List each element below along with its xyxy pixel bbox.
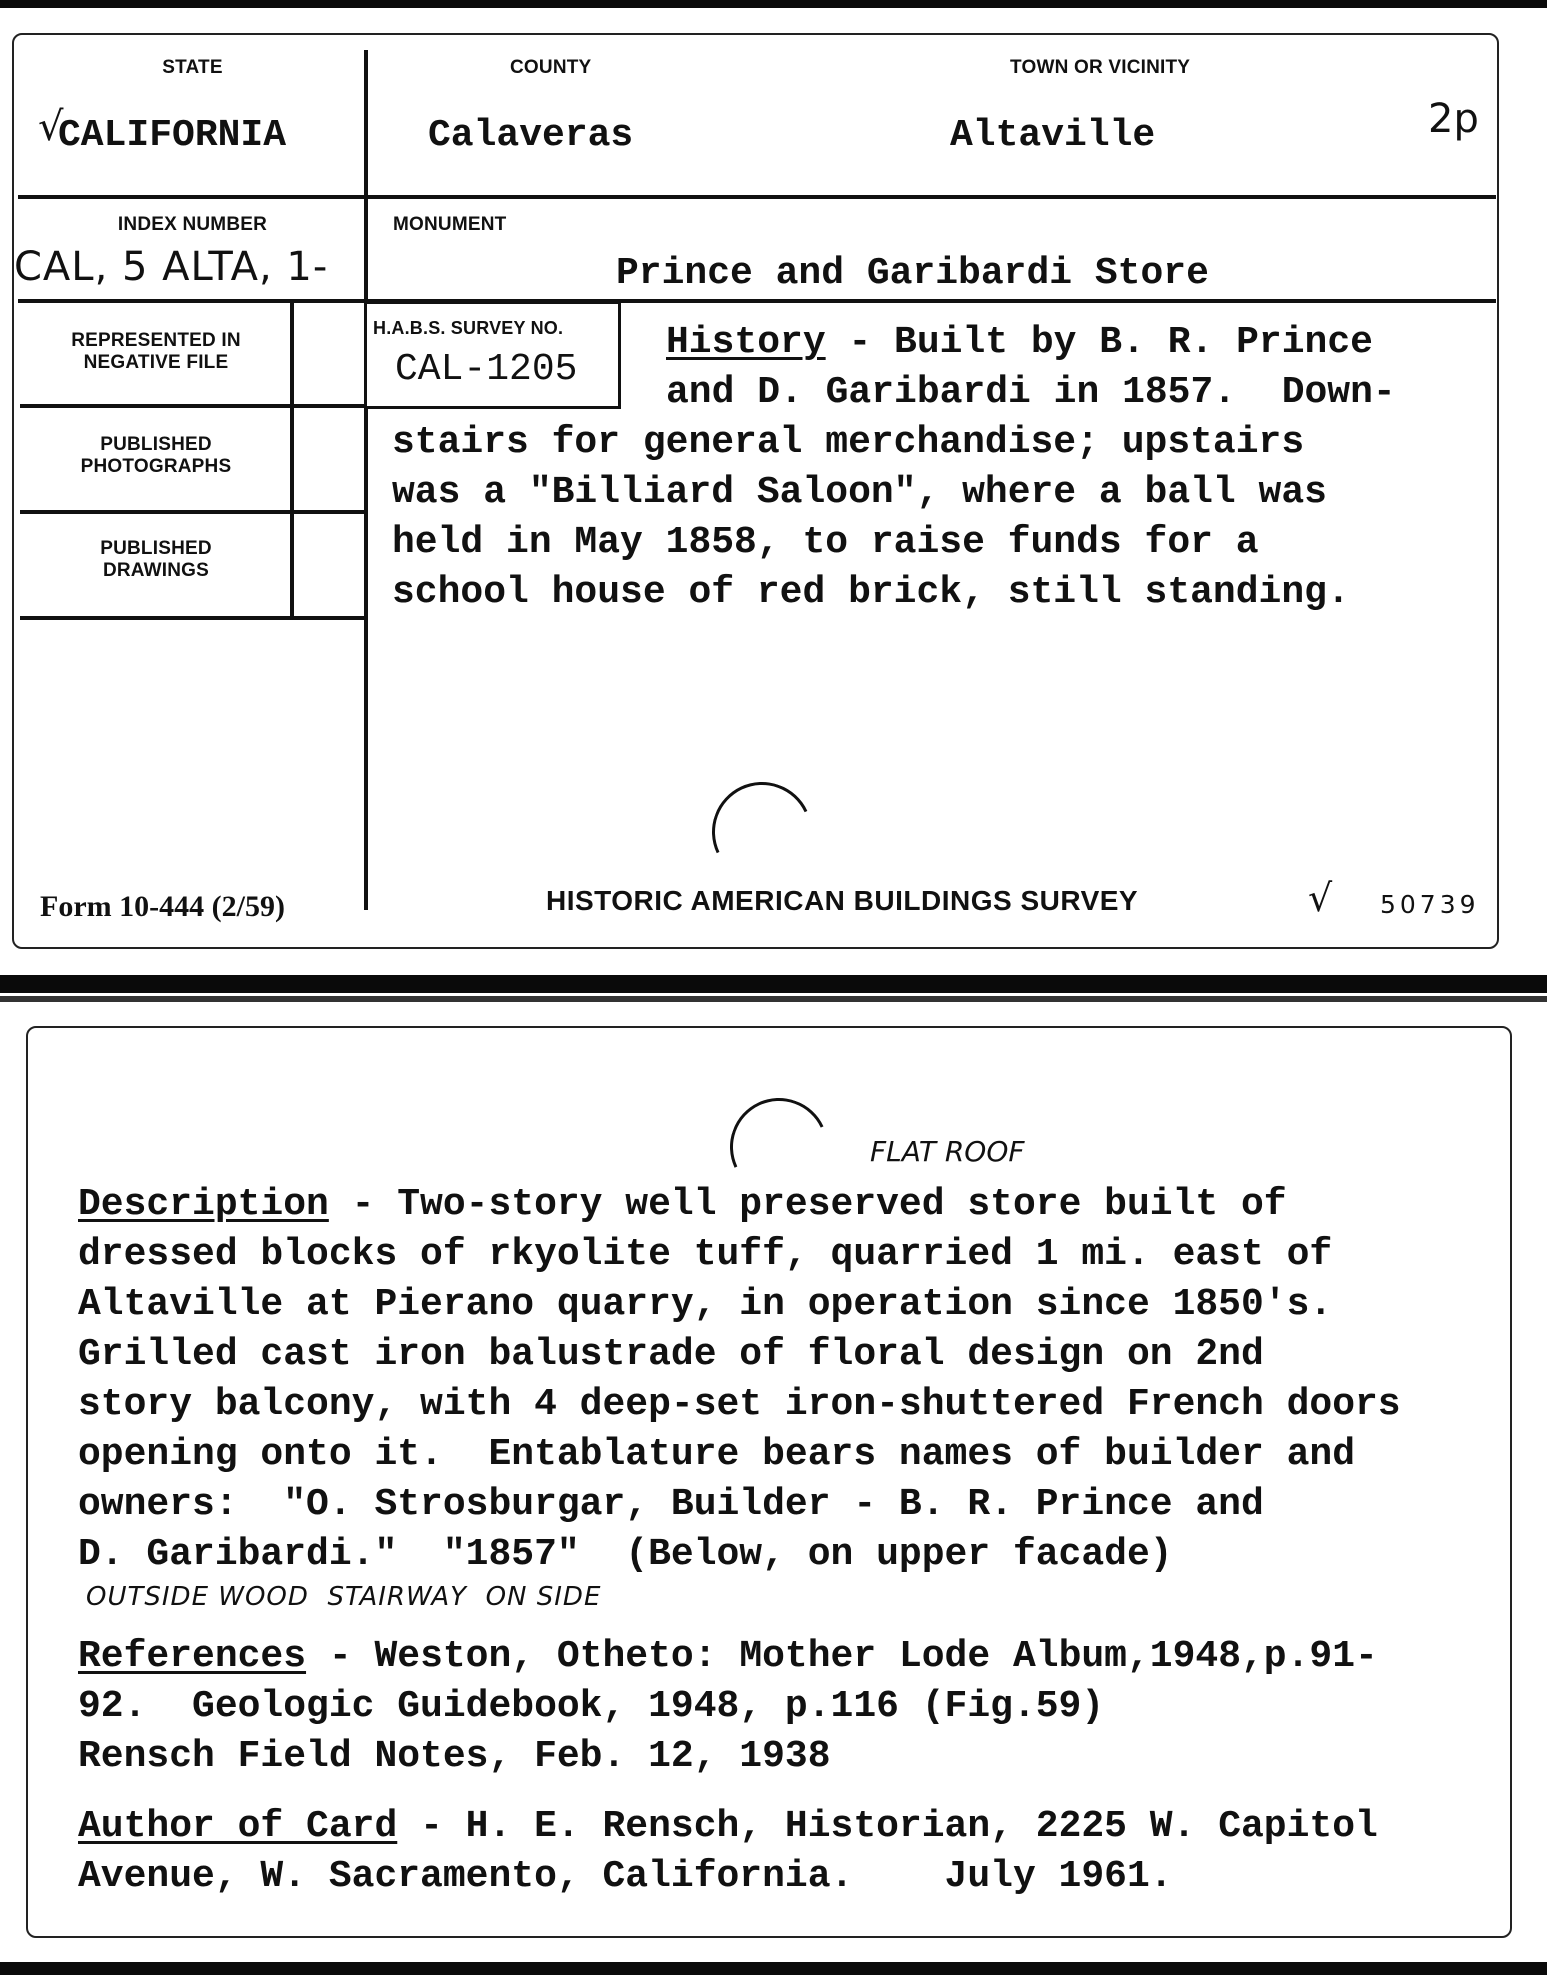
monument-value: Prince and Garibardi Store [616,252,1209,295]
description-line-7: owners: "O. Strosburgar, Builder - B. R. Prince and [78,1483,1264,1526]
history-line-1 [666,318,1373,368]
footer-survey-title: HISTORIC AMERICAN BUILDINGS SURVEY [546,885,1139,916]
history-heading: History [666,321,826,364]
author-line-2: Avenue, W. Sacramento, California. July 1961. [78,1855,1173,1898]
description-line-3: Altaville at Pierano quarry, in operation since 1850's. [78,1283,1333,1326]
history-text: - Built by B. R. Prince [825,321,1373,364]
description-line-8: D. Garibardi." "1857" (Below, on upper facade) [78,1533,1173,1576]
references-line-2: 92. Geologic Guidebook, 1948, p.116 (Fig.59) [78,1685,1105,1728]
handwritten-page-note: 2p [1428,96,1479,142]
description-line-4: Grilled cast iron balustrade of floral design on 2nd [78,1333,1264,1376]
divider-side-box-1 [20,404,366,408]
references-heading: References [78,1635,307,1678]
history-line-3: stairs for general merchandise; upstairs [392,421,1305,464]
separator-band-thin [0,996,1547,1002]
description-line-5: story balcony, with 4 deep-set iron-shuttered French doors [78,1383,1401,1426]
divider-state-county [364,50,368,910]
habs-survey-box [364,301,621,409]
description-line-2: dressed blocks of rkyolite tuff, quarried 1 mi. east of [78,1233,1333,1276]
annotation-flat-roof: FLAT ROOF [870,1135,1025,1168]
divider-side-boxes [290,300,294,618]
index-number-label: INDEX NUMBER [117,214,268,235]
divider-side-box-3 [20,616,366,620]
history-line-2: and D. Garibardi in 1857. Down- [666,371,1396,414]
state-value: CALIFORNIA [58,114,287,157]
side-box-line: PHOTOGRAPHS [80,455,232,477]
description-line-1 [78,1180,1287,1230]
footer-catalog-number: 50739 [1380,890,1480,919]
author-text: - H. E. Rensch, Historian, 2225 W. Capitol [397,1805,1378,1848]
divider-row1 [18,195,1496,199]
divider-row2 [18,299,1496,303]
separator-band [0,975,1547,993]
town-label: TOWN OR VICINITY [1010,57,1191,78]
habs-survey-label: H.A.B.S. SURVEY NO. [373,318,564,338]
form-number: Form 10-444 (2/59) [40,890,285,923]
history-line-5: held in May 1858, to raise funds for a [392,521,1259,564]
habs-survey-value: CAL-1205 [395,348,578,391]
index-number-value: CAL, 5 ALTA, 1- [14,244,329,290]
description-line-6: opening onto it. Entablature bears names of builder and [78,1433,1356,1476]
references-line-1 [78,1632,1378,1682]
check-mark-icon: √ [38,104,64,150]
side-box-line: NEGATIVE FILE [83,351,229,373]
side-box-line: PUBLISHED [100,434,212,455]
references-text: - Weston, Otheto: Mother Lode Album,1948,p.91- [306,1635,1378,1678]
side-box-published-drawings [22,538,290,582]
annotation-outside-stairway: OUTSIDE WOOD STAIRWAY ON SIDE [86,1582,602,1612]
side-box-published-photographs [22,434,290,478]
history-line-4: was a "Billiard Saloon", where a ball was [392,471,1327,514]
side-box-line: REPRESENTED IN [71,330,241,351]
checkmark-icon: √ [1308,876,1333,920]
description-heading: Description [78,1183,329,1226]
author-heading: Author of Card [78,1805,398,1848]
bottom-border-band [0,1962,1547,1975]
town-value: Altaville [950,114,1156,157]
divider-side-box-2 [20,510,366,514]
description-text: - Two-story well preserved store built of [328,1183,1287,1226]
author-line-1 [78,1802,1378,1852]
side-box-negative-file [22,330,290,374]
top-border-band [0,0,1547,8]
county-value: Calaveras [428,114,634,157]
state-label: STATE [162,57,223,78]
references-line-3: Rensch Field Notes, Feb. 12, 1938 [78,1735,831,1778]
history-line-6: school house of red brick, still standing. [392,571,1350,614]
side-box-line: PUBLISHED [100,538,212,559]
monument-label: MONUMENT [393,214,507,235]
side-box-line: DRAWINGS [102,559,210,581]
county-label: COUNTY [510,57,592,78]
